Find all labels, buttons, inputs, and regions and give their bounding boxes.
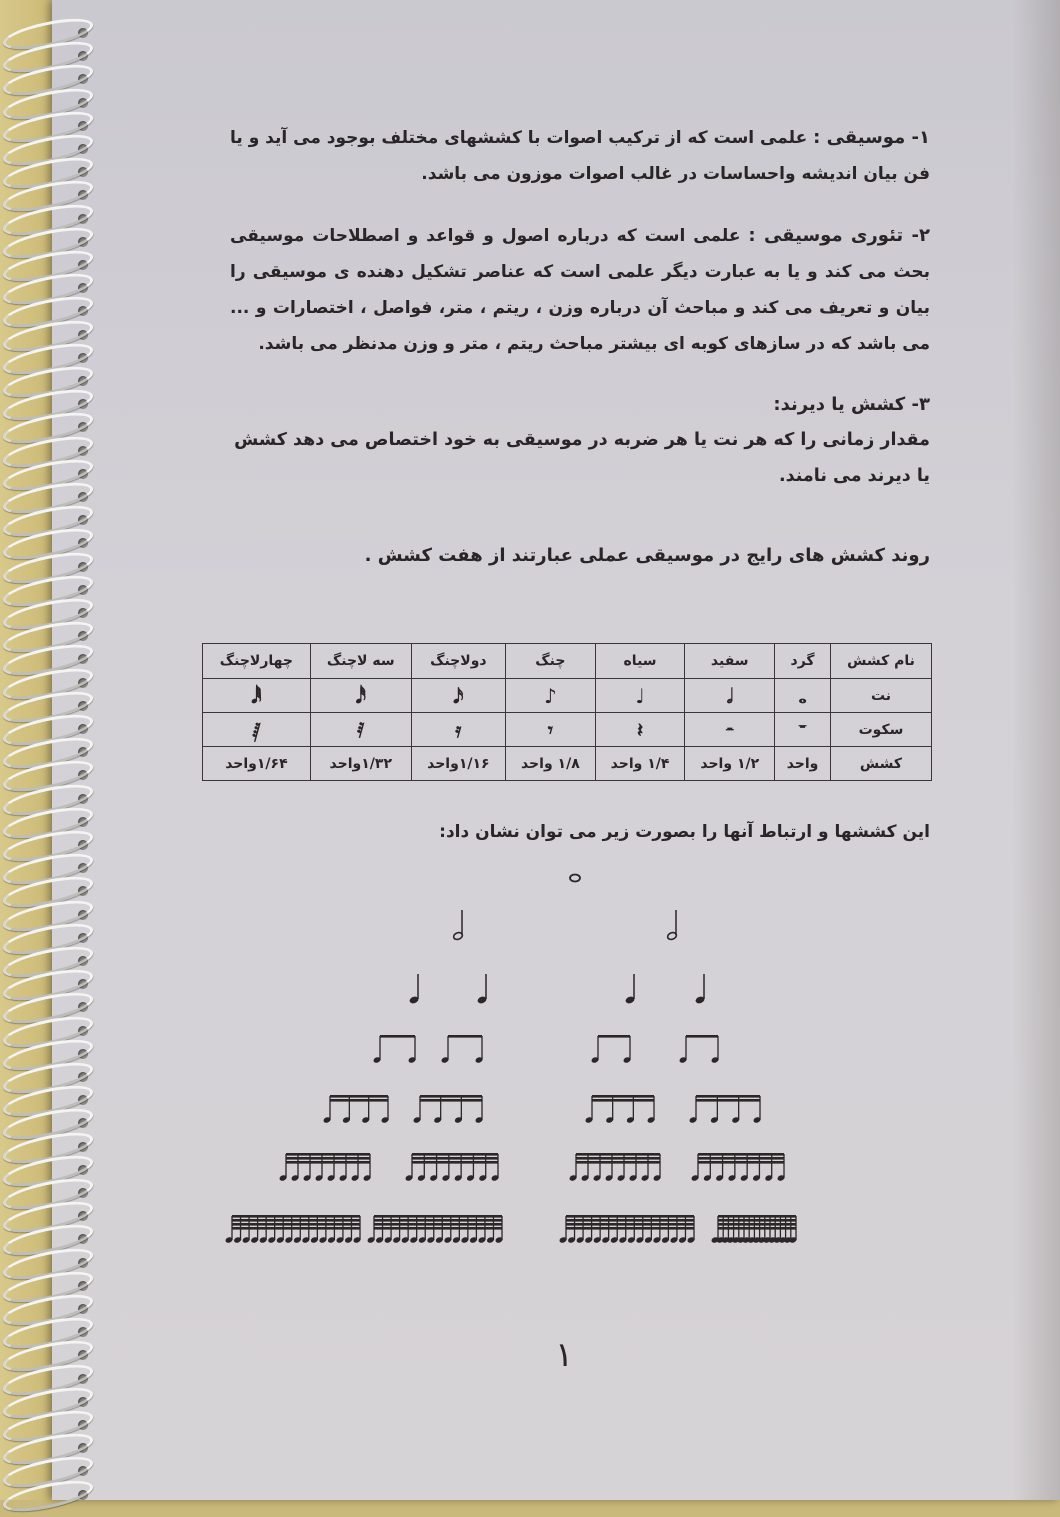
- paragraph-text: علمی است که درباره اصول و قواعد و اصطلاحات موسیقی بحث می کند و یا به عبارت دیگر علمی است که عناصر تشکیل دهنده ی موسیقی را بیان و تعریف می کند و مباحث آن درباره وزن ، ریتم ، متر، فواصل ، اختصارات و ... می باشد که در سازهای کوبه ای بیشتر مباحث ریتم ، متر و وزن مدنظر می باشد.: [230, 226, 930, 354]
- note-beam: [576, 1161, 660, 1164]
- note-beam: [330, 1095, 388, 1098]
- page-shadow-edge: [1012, 0, 1060, 1500]
- durations-intro: روند کشش های رایج در موسیقی عملی عبارتند از هفت کشش .: [364, 545, 930, 566]
- row-label: نت: [830, 679, 931, 713]
- whole-note-icon: 𝅝: [775, 679, 831, 713]
- note-beam: [374, 1227, 502, 1230]
- note-beam: [686, 1035, 718, 1038]
- note-beam: [374, 1223, 502, 1226]
- note-beam: [698, 1153, 784, 1156]
- note-beam: [576, 1157, 660, 1160]
- note-beam: [566, 1215, 694, 1218]
- duration-cell: ۱/۲ واحد: [685, 747, 775, 781]
- note-beam: [576, 1153, 660, 1156]
- note-beam: [598, 1035, 630, 1038]
- duration-cell: ۱/۱۶واحد: [411, 747, 505, 781]
- note-beam: [566, 1219, 694, 1222]
- table-header-cell: نام کشش: [830, 644, 931, 679]
- page-content: [230, 120, 930, 574]
- note-beam: [412, 1157, 498, 1160]
- note-beam: [420, 1095, 482, 1098]
- note-beam: [286, 1153, 370, 1156]
- note-beam: [374, 1215, 502, 1218]
- table-header-cell: گرد: [775, 644, 831, 679]
- half-note-icon: 𝅗𝅥: [685, 679, 775, 713]
- relation-text: این کششها و ارتباط آنها را بصورت زیر می توان نشان داد:: [439, 822, 930, 842]
- table-row-rests: [203, 713, 932, 747]
- half-rest-icon: 𝄼: [685, 713, 775, 747]
- paragraph-lead: ۲- تئوری موسیقی :: [748, 225, 930, 246]
- paragraph-music-definition: [230, 120, 930, 192]
- note-beam: [592, 1095, 654, 1098]
- note-beam: [718, 1219, 796, 1222]
- whole-rest-icon: 𝄻: [775, 713, 831, 747]
- note-beam: [696, 1095, 760, 1098]
- whole-note-icon: [570, 875, 580, 882]
- duration-cell: ۱/۸ واحد: [506, 747, 596, 781]
- spiral-binding: [0, 0, 120, 1500]
- section-duration: [230, 388, 930, 494]
- page-number: ۱: [555, 1335, 574, 1375]
- note-beam: [696, 1099, 760, 1102]
- quarter-rest-icon: 𝄽: [595, 713, 685, 747]
- table-header-cell: سه لاچنگ: [310, 644, 411, 679]
- note-beam: [232, 1223, 360, 1226]
- paragraph-text: علمی است که از ترکیب اصوات با کششهای مختلف بوجود می آید و یا فن بیان اندیشه واحساسات در غالب اصوات موزون می باشد.: [230, 128, 930, 184]
- note-beam: [232, 1215, 360, 1218]
- table-row-durations: [203, 747, 932, 781]
- note-beam: [698, 1161, 784, 1164]
- note-beam: [718, 1223, 796, 1226]
- note-beam: [286, 1157, 370, 1160]
- eighth-rest-icon: 𝄾: [506, 713, 596, 747]
- note-beam: [232, 1219, 360, 1222]
- note-beam: [380, 1035, 415, 1038]
- note-beam: [566, 1227, 694, 1230]
- table-header-cell: دولاچنگ: [411, 644, 505, 679]
- table-header-cell: سفید: [685, 644, 775, 679]
- paragraph-music-theory: [230, 218, 930, 362]
- table-header-cell: چهارلاچنگ: [203, 644, 311, 679]
- note-beam: [420, 1099, 482, 1102]
- duration-cell: ۱/۴ واحد: [595, 747, 685, 781]
- quarter-note-icon: ♩: [595, 679, 685, 713]
- note-beam: [286, 1161, 370, 1164]
- section-title: ۳- کشش یا دیرند:: [773, 394, 930, 415]
- note-beam: [232, 1227, 360, 1230]
- row-label: سکوت: [830, 713, 931, 747]
- table-header-cell: سیاه: [595, 644, 685, 679]
- section-body: مقدار زمانی را که هر نت یا هر ضربه در موسیقی به خود اختصاص می دهد کشش یا دیرند می نامند.: [234, 430, 930, 486]
- table-header-row: [203, 644, 932, 679]
- note-beam: [698, 1157, 784, 1160]
- duration-cell: ۱/۶۴واحد: [203, 747, 311, 781]
- sixteenth-rest-icon: 𝄿: [411, 713, 505, 747]
- duration-cell: ۱/۳۲واحد: [310, 747, 411, 781]
- sixteenth-note-icon: 𝅘𝅥𝅯: [411, 679, 505, 713]
- row-label: کشش: [830, 747, 931, 781]
- paragraph-lead: ۱- موسیقی :: [813, 127, 930, 148]
- sixty-fourth-note-icon: 𝅘𝅥𝅱: [203, 679, 311, 713]
- thirty-second-rest-icon: 𝅀: [310, 713, 411, 747]
- eighth-note-icon: ♪: [506, 679, 596, 713]
- note-beam: [412, 1161, 498, 1164]
- thirty-second-note-icon: 𝅘𝅥𝅰: [310, 679, 411, 713]
- note-beam: [412, 1153, 498, 1156]
- table-header-cell: چنگ: [506, 644, 596, 679]
- note-division-diagram: [220, 860, 800, 1270]
- table-row-notes: [203, 679, 932, 713]
- duration-cell: واحد: [775, 747, 831, 781]
- durations-table: [202, 643, 932, 781]
- note-beam: [330, 1099, 388, 1102]
- note-beam: [592, 1099, 654, 1102]
- note-beam: [718, 1227, 796, 1230]
- note-beam: [718, 1215, 796, 1218]
- sixty-fourth-rest-icon: 𝅁: [203, 713, 311, 747]
- note-beam: [374, 1219, 502, 1222]
- note-beam: [448, 1035, 482, 1038]
- note-beam: [566, 1223, 694, 1226]
